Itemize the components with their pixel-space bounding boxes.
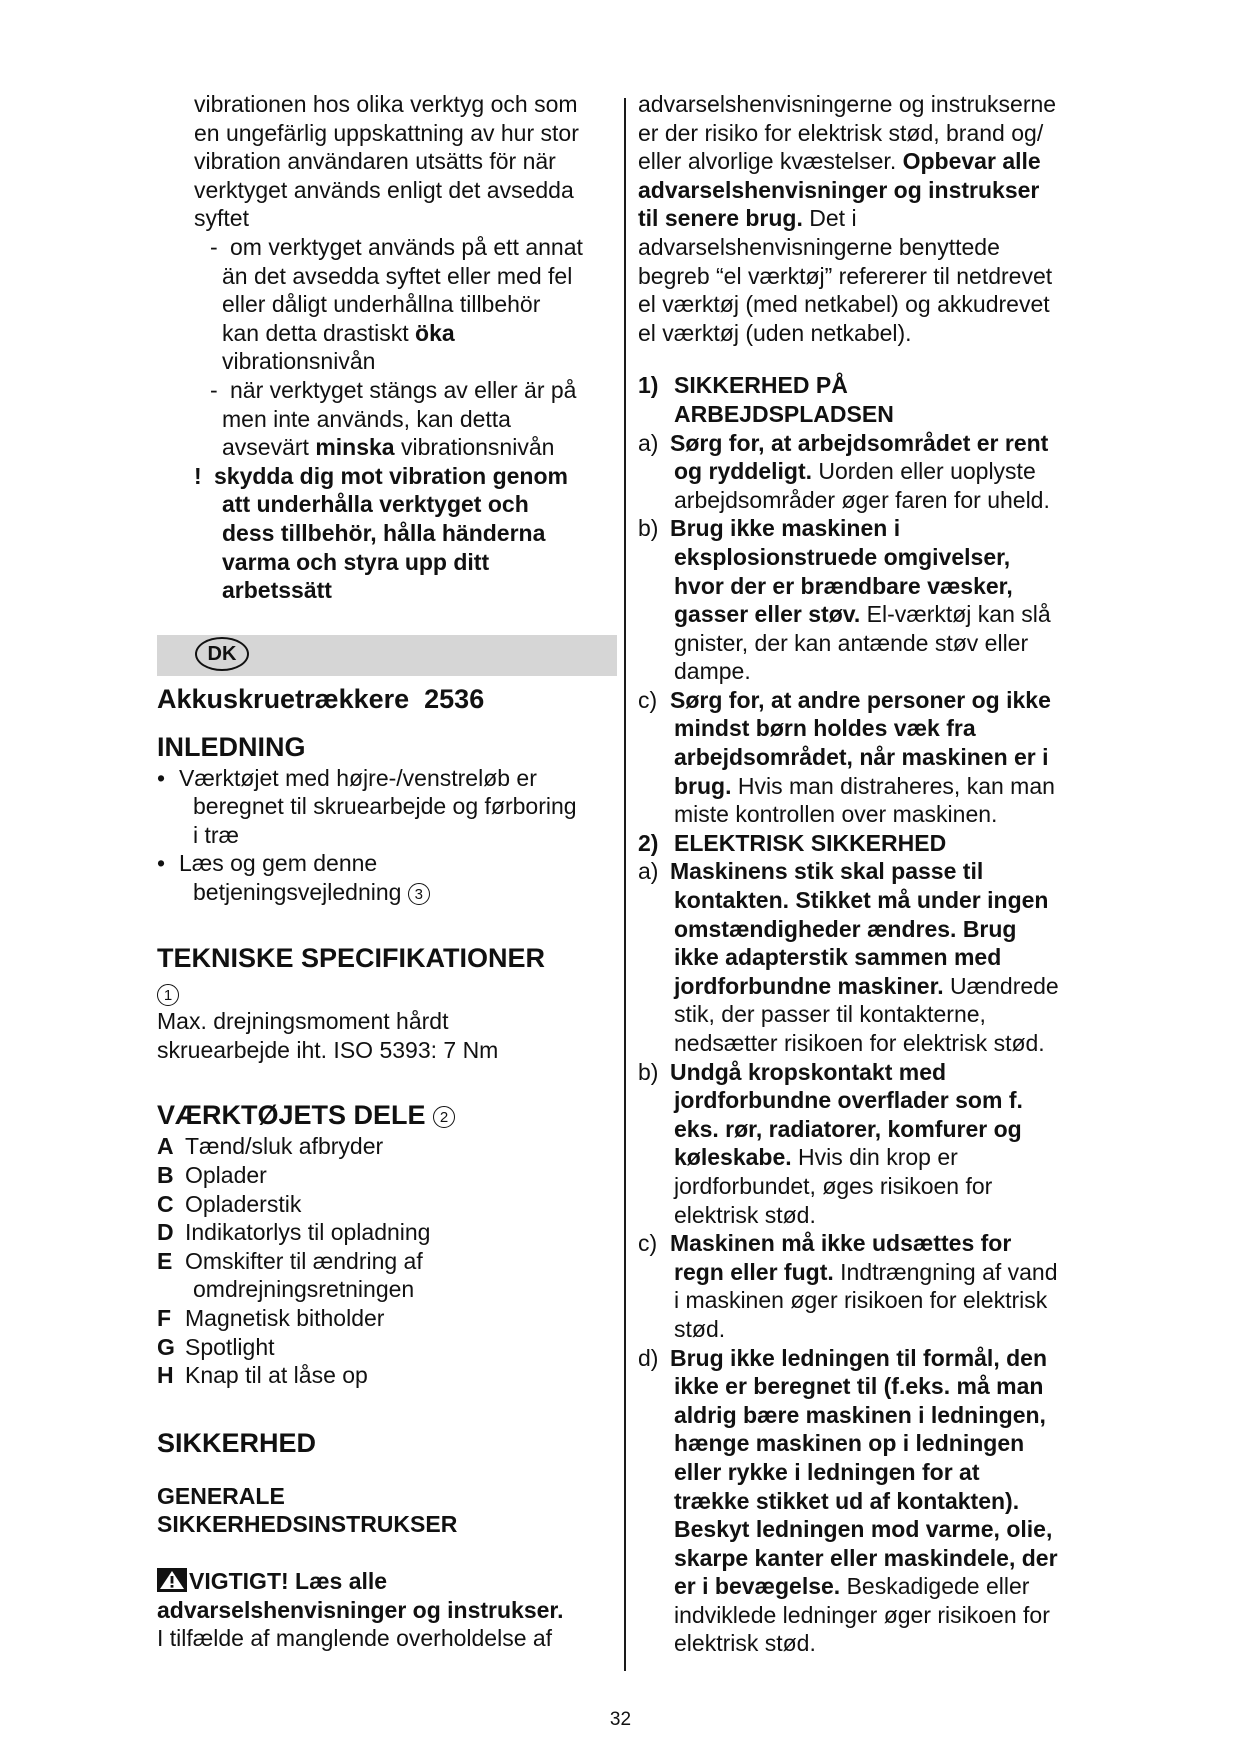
list-item: B Oplader [157, 1162, 267, 1189]
bullet-item-purpose [157, 764, 617, 850]
dash-item-decrease [157, 376, 617, 462]
text-line: SIKKERHED PÅ [674, 372, 848, 399]
figure-ref-2: 2 [433, 1106, 455, 1128]
right-column [638, 90, 1108, 1658]
exclamation-marker: ! [194, 462, 202, 489]
list-item: H Knap til at låse op [157, 1362, 368, 1389]
bullet-item-manual [157, 849, 617, 906]
text-line: varma och styra upp ditt [222, 548, 490, 575]
vibration-intro [157, 90, 617, 233]
item-label: c) [638, 686, 658, 713]
text-line: el værktøj (med netkabel) og akkudrevet [638, 291, 1050, 318]
list-item: D Indikatorlys til opladning [157, 1219, 431, 1246]
text-line: SIKKERHEDSINSTRUKSER [157, 1511, 458, 1538]
heading-tekniske: TEKNISKE SPECIFIKATIONER [157, 942, 546, 973]
heading-sikkerhed: SIKKERHED [157, 1427, 317, 1458]
text-line: än det avsedda syftet eller med fel [222, 262, 573, 289]
bullet-marker: • [157, 764, 166, 791]
page-number: 32 [609, 1709, 632, 1730]
text-line: skydda dig mot vibration genom [214, 462, 568, 489]
emphasis: minska [315, 434, 395, 461]
text-line: vibrationen hos olika verktyg och som [194, 91, 578, 117]
text-line: el værktøj (uden netkabel). [638, 319, 912, 346]
section-heading-workplace [638, 371, 1108, 428]
item-label: b) [638, 1058, 659, 1085]
text-line: advarselshenvisninger og instrukser. [157, 1596, 564, 1623]
heading-dele: VÆRKTØJETS DELE [157, 1100, 426, 1131]
section-number: 2) [638, 829, 659, 856]
list-item: F Magnetisk bitholder [157, 1305, 385, 1331]
rule-2a: a) Maskinens stik skal passe til kontakten. Stikket må under ingen omstændigheder ændres. Brug ikke adapterstik sammen med jordforbundne maskiner. Uændrede stik, der passer til kontakterne, nedsætter risikoen for elektrisk stød. [638, 858, 1059, 1056]
dash-marker: - [210, 233, 218, 260]
rule-1c: c) Sørg for, at andre personer og ikke mindst børn holdes væk fra arbejdsområdet, når maskinen er i brug. Hvis man distraheres, kan man miste kontrollen over maskinen. [638, 686, 1055, 828]
text-line: om verktyget används på ett annat [230, 233, 583, 260]
warning-continuation [638, 90, 1108, 347]
important-warning [157, 1567, 617, 1653]
text-line: i træ [193, 821, 239, 848]
text-line: men inte används, kan detta [222, 405, 511, 432]
list-item: omdrejningsretningen [193, 1276, 415, 1303]
text-line: vibration användaren utsätts för när [194, 148, 556, 175]
text-line: vibrationsnivån [394, 434, 555, 461]
dash-marker: - [210, 376, 218, 403]
column-divider [624, 98, 626, 1671]
list-item: C Opladerstik [157, 1190, 302, 1217]
figure-ref-1: 1 [157, 984, 179, 1006]
language-badge: DK [195, 637, 249, 671]
text-line: en ungefärlig uppskattning av hur stor [194, 119, 579, 146]
text-line: I tilfælde af manglende overholdelse af [157, 1625, 553, 1652]
text-line: kan detta drastiskt [222, 319, 416, 346]
heading-inledning: INLEDNING [157, 731, 306, 762]
item-label: c) [638, 1230, 658, 1257]
item-label: b) [638, 515, 659, 542]
section-heading-electrical [638, 829, 1108, 858]
dash-item-increase [157, 233, 617, 376]
text-line: vibrationsnivån [222, 348, 376, 375]
item-label: d) [638, 1344, 659, 1371]
text-line: Det i [802, 205, 857, 232]
text-line: advarselshenvisningerne benyttede [638, 233, 1000, 260]
spec-line: skruearbejde iht. ISO 5393: 7 Nm [157, 1036, 499, 1063]
list-item: G Spotlight [157, 1333, 275, 1360]
rule-1a: a) Sørg for, at arbejdsområdet er rent og ryddeligt. Uorden eller uoplyste arbejdsområder øger faren for uheld. [638, 429, 1050, 513]
text-line: Læs og gem denne [179, 850, 378, 877]
text-line: beregnet til skruearbejde og førboring [193, 793, 577, 820]
emphasis: öka [415, 319, 455, 346]
text-line: dess tillbehör, hålla händerna [222, 519, 546, 546]
bullet-marker: • [157, 850, 166, 877]
text-line: eller alvorlige kvæstelser. [638, 148, 903, 175]
text-line: advarselshenvisningerne og instrukserne [638, 91, 1057, 117]
text-line: arbetssätt [222, 577, 332, 604]
rule-2c: c) Maskinen må ikke udsættes for regn eller fugt. Indtrængning af vand i maskinen øger risikoen for elektrisk stød. [638, 1230, 1058, 1342]
left-column [157, 90, 617, 1653]
text-line: er der risiko for elektrisk stød, brand og/ [638, 119, 1044, 146]
text-line: att underhålla verktyget och [222, 491, 529, 518]
text-line: ELEKTRISK SIKKERHED [674, 829, 947, 856]
text-line: VIGTIGT! Læs alle [189, 1567, 388, 1594]
text-line: begreb “el værktøj” refererer til netdrevet [638, 262, 1053, 289]
text-line: när verktyget stängs av eller är på [230, 376, 577, 403]
subheading-general-safety [157, 1482, 617, 1539]
rule-1b: b) Brug ikke maskinen i eksplosionstruede omgivelser, hvor der er brændbare væsker, gasser eller støv. El-værktøj kan slå gnister, der kan antænde støv eller dampe. [638, 515, 1051, 685]
emphasis: til senere brug. [638, 205, 803, 232]
exclamation-warning [157, 462, 617, 605]
emphasis: Opbevar alle [902, 148, 1041, 175]
product-title: Akkuskruetrækkere 2536 [157, 683, 485, 714]
rule-2b: b) Undgå kropskontakt med jordforbundne overflader som f. eks. rør, radiatorer, komfurer og køleskabe. Hvis din krop er jordforbundet, øges risikoen for elektrisk stød. [638, 1058, 1023, 1228]
language-bar [157, 635, 617, 676]
list-item: E Omskifter til ændring af [157, 1247, 423, 1274]
text-line: ARBEJDSPLADSEN [674, 400, 894, 427]
text-line: betjeningsvejledning [193, 879, 402, 906]
text-line: GENERALE [157, 1482, 285, 1509]
parts-list [157, 1132, 617, 1389]
item-label: a) [638, 429, 659, 456]
spec-line: Max. drejningsmoment hårdt [157, 1008, 449, 1035]
figure-ref-3: 3 [408, 883, 430, 905]
section-number: 1) [638, 372, 659, 399]
text-line: Værktøjet med højre-/venstreløb er [179, 764, 537, 791]
text-line: eller dåligt underhållna tillbehör [222, 291, 541, 318]
text-line: verktyget används enligt det avsedda [194, 176, 574, 203]
warning-triangle-icon [157, 1568, 187, 1592]
rule-2d: d) Brug ikke ledningen til formål, den ikke er beregnet til (f.eks. må man aldrig bære maskinen i ledningen, hænge maskinen op i ledningen eller rykke i ledningen for at trække stikket ud af kontakten). Beskyt ledningen mod varme, olie, skarpe kanter eller maskindele, der er i bevægelse. Beskadigede eller indviklede ledninger øger risikoen for elektrisk stød. [638, 1344, 1058, 1657]
text-line: syftet [194, 205, 249, 232]
list-item: A Tænd/sluk afbryder [157, 1133, 384, 1160]
text-line: avsevärt [222, 434, 316, 461]
emphasis: advarselshenvisninger og instrukser [638, 176, 1040, 203]
item-label: a) [638, 858, 659, 885]
